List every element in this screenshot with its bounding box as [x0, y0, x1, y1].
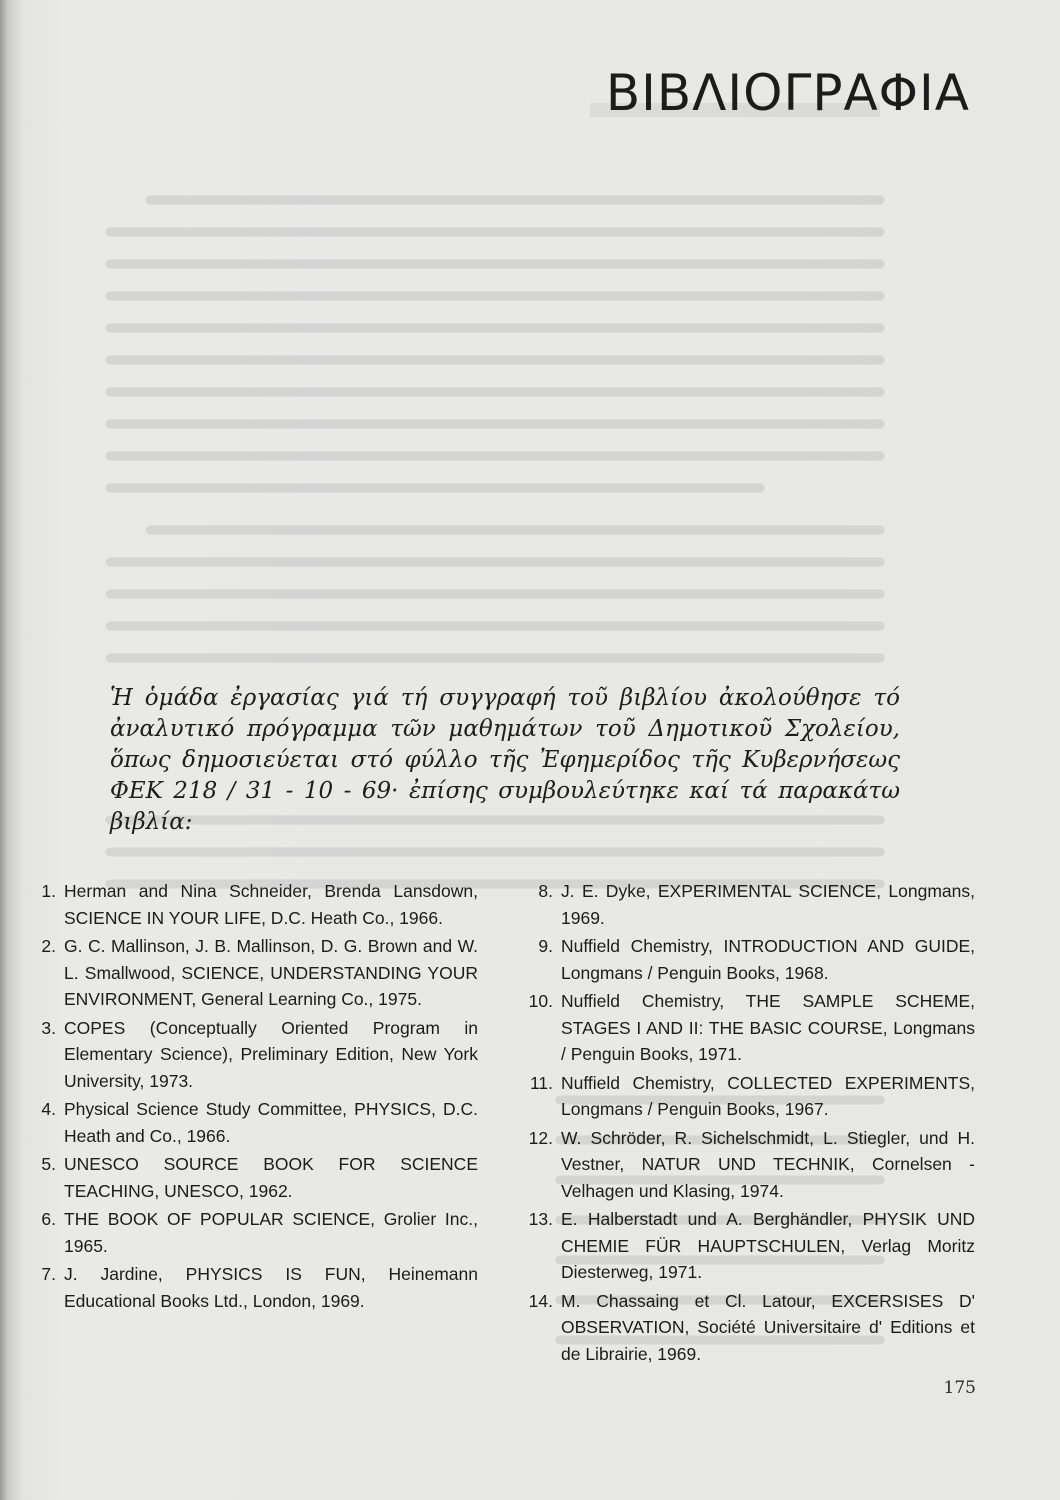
- reference-text: Nuffield Chemistry, THE SAMPLE SCHEME, STAGES I AND II: THE BASIC COURSE, Longmans / Penguin Books, 1971.: [561, 991, 975, 1064]
- reference-item: [520, 1070, 975, 1123]
- reference-number: 2.: [41, 936, 56, 956]
- reference-item: [30, 1015, 478, 1095]
- reference-number: 14.: [528, 1290, 553, 1311]
- reference-number: 7.: [41, 1264, 56, 1284]
- reference-text: J. E. Dyke, EXPERIMENTAL SCIENCE, Longmans, 1969.: [561, 881, 975, 928]
- reference-number: 3.: [41, 1017, 56, 1038]
- intro-paragraph: Ἡ ὁμάδα ἐργασίας γιά τή συγγραφή τοῦ βιβλίου ἀκολούθησε τό ἀναλυτικό πρόγραμμα τῶν μαθημάτων τοῦ Δημοτικοῦ Σχολείου, ὅπως δημοσιεύεται στό φύλλο τῆς Ἐφημερίδος τῆς Κυβερνήσεως ΦΕΚ 218 / 31 - 10 - 69· ἐπίσης συμβουλεύτηκε καί τά παρακάτω βιβλία:: [110, 685, 900, 835]
- reference-number: 13.: [528, 1209, 553, 1229]
- reference-text: J. Jardine, PHYSICS IS FUN, Heinemann Educational Books Ltd., London, 1969.: [64, 1264, 478, 1311]
- reference-item: [520, 1288, 975, 1368]
- references-right-column: [520, 878, 975, 1369]
- reference-item: [30, 1151, 478, 1204]
- reference-item: [30, 1096, 478, 1149]
- reference-text: M. Chassaing et Cl. Latour, EXCERSISES D' OBSERVATION, Société Universitaire d' Editions et de Librairie, 1969.: [561, 1290, 975, 1364]
- reference-text: Nuffield Chemistry, COLLECTED EXPERIMENTS, Longmans / Penguin Books, 1967.: [561, 1072, 975, 1119]
- reference-text: UNESCO SOURCE BOOK FOR SCIENCE TEACHING, UNESCO, 1962.: [64, 1154, 478, 1201]
- references-left-column: [30, 878, 478, 1316]
- reference-text: Physical Science Study Committee, PHYSICS, D.C. Heath and Co., 1966.: [64, 1099, 478, 1146]
- reference-item: [30, 933, 478, 1013]
- reference-number: 4.: [41, 1099, 56, 1119]
- reference-text: W. Schröder, R. Sichelschmidt, L. Stiegler, und H. Vestner, NATUR UND TECHNIK, Cornelsen - Velhagen und Klasing, 1974.: [561, 1127, 975, 1201]
- reference-number: 6.: [41, 1209, 56, 1229]
- reference-item: [520, 1206, 975, 1286]
- reference-text: E. Halberstadt und A. Berghändler, PHYSIK UND CHEMIE FÜR HAUPTSCHULEN, Verlag Moritz Diesterweg, 1971.: [561, 1209, 975, 1282]
- page-number: 175: [943, 1378, 976, 1398]
- reference-number: 10.: [528, 991, 553, 1011]
- reference-item: [30, 1206, 478, 1259]
- reference-number: 9.: [538, 936, 553, 956]
- page-title: ΒΙΒΛΙΟΓΡΑΦΙΑ: [605, 64, 970, 122]
- reference-text: G. C. Mallinson, J. B. Mallinson, D. G. Brown and W. L. Smallwood, SCIENCE, UNDERSTANDING YOUR ENVIRONMENT, General Learning Co., 1975.: [64, 936, 478, 1009]
- reference-number: 8.: [538, 881, 553, 901]
- reference-text: Herman and Nina Schneider, Brenda Lansdown, SCIENCE IN YOUR LIFE, D.C. Heath Co., 1966.: [64, 881, 478, 928]
- reference-number: 1.: [41, 881, 56, 901]
- reference-item: [30, 1261, 478, 1314]
- reference-number: 12.: [528, 1127, 553, 1148]
- reference-item: [520, 988, 975, 1068]
- reference-item: [520, 933, 975, 986]
- reference-item: [520, 878, 975, 931]
- reference-number: 5.: [41, 1154, 56, 1174]
- reference-text: COPES (Conceptually Oriented Program in Elementary Science), Preliminary Edition, New York University, 1973.: [64, 1017, 478, 1091]
- reference-item: [30, 878, 478, 931]
- reference-item: [520, 1125, 975, 1205]
- reference-text: Nuffield Chemistry, INTRODUCTION AND GUIDE, Longmans / Penguin Books, 1968.: [561, 936, 975, 983]
- reference-number: 11.: [529, 1072, 553, 1093]
- reference-text: THE BOOK OF POPULAR SCIENCE, Grolier Inc., 1965.: [64, 1209, 478, 1256]
